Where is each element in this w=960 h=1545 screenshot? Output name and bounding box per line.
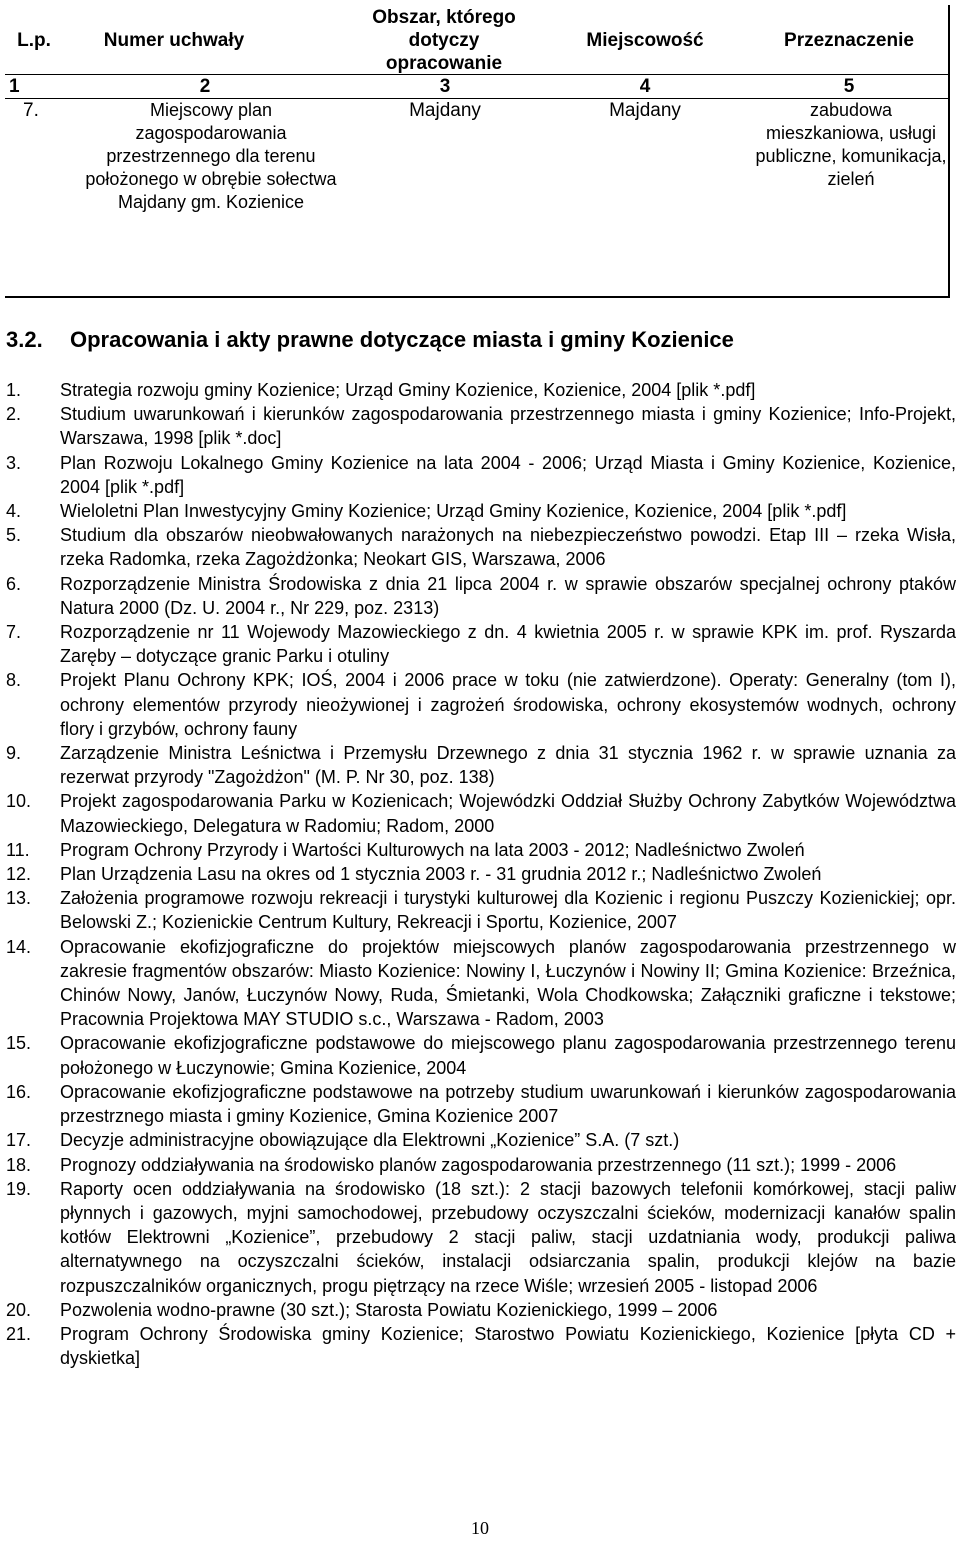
list-item-text: Plan Rozwoju Lokalnego Gminy Kozienice na lata 2004 - 2006; Urząd Miasta i Gminy Kozienice, Kozienice, 2004 [plik *.pdf]	[60, 452, 956, 497]
section-title: Opracowania i akty prawne dotyczące miasta i gminy Kozienice	[70, 327, 734, 352]
list-item-text: Program Ochrony Przyrody i Wartości Kulturowych na lata 2003 - 2012; Nadleśnictwo Zwoleń	[60, 839, 805, 860]
list-item	[6, 1031, 956, 1079]
plan-table	[5, 5, 950, 298]
list-item-text: Pozwolenia wodno-prawne (30 szt.); Starosta Powiatu Kozienickiego, 1999 – 2006	[60, 1299, 718, 1320]
list-item	[6, 935, 956, 1032]
list-item	[6, 499, 956, 523]
list-item-text: Strategia rozwoju gminy Kozienice; Urząd Gminy Kozienice, Kozienice, 2004 [plik *.pdf]	[60, 380, 756, 400]
row-obszar: Majdany	[409, 100, 481, 121]
row-lp: 7.	[23, 100, 39, 121]
list-item	[6, 451, 956, 499]
list-item-number: 2.	[6, 404, 22, 425]
col-number-5: 5	[843, 76, 855, 97]
list-item-text: Studium dla obszarów nieobwałowanych narażonych na niebezpieczeństwo powodzi. Etap III – rzeka Wisła, rzeka Radomka, rzeka Zagożdżonka; Neokart GIS, Warszawa, 2006	[60, 525, 956, 570]
list-item-text: Program Ochrony Środowiska gminy Kozienice; Starostwo Powiatu Kozienickiego, Kozienice [płyta CD + dyskietka]	[60, 1323, 956, 1369]
row-numer-uchwaly: Miejscowy plan zagospodarowania przestrzennego dla terenu położonego w obrębie sołectwa Majdany gm. Kozienice	[85, 100, 337, 212]
list-item-text: Decyzje administracyjne obowiązujące dla Elektrowni „Kozienice” S.A. (7 szt.)	[60, 1130, 680, 1151]
list-item-number: 4.	[6, 501, 22, 522]
list-item-number: 17.	[6, 1130, 32, 1151]
col-number-3: 3	[439, 76, 451, 97]
list-item-number: 12.	[6, 864, 32, 885]
col-number-4: 4	[639, 76, 651, 97]
col-number-1: 1	[9, 76, 20, 97]
list-item	[6, 668, 956, 741]
section-number: 3.2.	[6, 327, 43, 352]
list-item-number: 5.	[6, 525, 22, 546]
list-item	[6, 620, 956, 668]
list-item-text: Plan Urządzenia Lasu na okres od 1 stycznia 2003 r. - 31 grudnia 2012 r.; Nadleśnictwo Zwoleń	[60, 864, 822, 885]
list-item-text: Wieloletni Plan Inwestycyjny Gminy Kozienice; Urząd Gminy Kozienice, Kozienice, 2004 [plik *.pdf]	[60, 501, 847, 522]
list-item-number: 8.	[6, 670, 22, 691]
list-item-text: Prognozy oddziaływania na środowisko planów zagospodarowania przestrzennego (11 szt.); 1999 - 2006	[60, 1154, 897, 1175]
list-item-text: Zarządzenie Ministra Leśnictwa i Przemysłu Drzewnego z dnia 31 stycznia 1962 r. w sprawie uznania za rezerwat przyrody "Zagożdżon" (M. P. Nr 30, poz. 138)	[60, 743, 956, 788]
list-item-number: 9.	[6, 743, 22, 764]
list-item-text: Rozporządzenie nr 11 Wojewody Mazowieckiego z dn. 4 kwietnia 2005 r. w sprawie KPK im. prof. Ryszarda Zaręby – dotyczące granic Parku i otuliny	[60, 622, 956, 667]
list-item-number: 11.	[6, 839, 30, 860]
row-przeznaczenie: zabudowa mieszkaniowa, usługi publiczne, komunikacja, zieleń	[755, 100, 947, 189]
list-item-number: 20.	[6, 1299, 32, 1320]
list-item-number: 3.	[6, 452, 22, 473]
list-item	[6, 378, 956, 402]
list-item	[6, 886, 956, 934]
list-item	[6, 838, 956, 862]
header-przeznaczenie: Przeznaczenie	[784, 30, 914, 51]
header-numer-uchwaly: Numer uchwały	[103, 30, 245, 51]
list-item	[6, 741, 956, 789]
list-item	[6, 1080, 956, 1128]
list-item-text: Założenia programowe rozwoju rekreacji i turystyki kulturowej dla Kozienic i regionu Puszczy Kozienickiej; opr. Belowski Z.; Kozienickie Centrum Kultury, Rekreacji i Sportu, Kozienice, 2007	[60, 888, 956, 933]
list-item-text: Projekt zagospodarowania Parku w Kozienicach; Wojewódzki Oddział Służby Ochrony Zabytków Województwa Mazowieckiego, Delegatura w Radomiu; Radom, 2000	[60, 791, 956, 836]
list-item-number: 10.	[6, 791, 32, 812]
col-number-2: 2	[199, 76, 211, 97]
list-item	[6, 1128, 956, 1152]
list-item-text: Studium uwarunkowań i kierunków zagospodarowania przestrzennego miasta i gminy Kozienice; Info-Projekt, Warszawa, 1998 [plik *.doc]	[60, 404, 956, 449]
list-item	[6, 1322, 956, 1370]
header-miejscowosc: Miejscowość	[586, 30, 704, 51]
header-lp: L.p.	[17, 30, 51, 51]
list-item	[6, 862, 956, 886]
list-item-number: 19.	[6, 1178, 32, 1199]
document-list	[6, 378, 956, 1370]
list-item	[6, 402, 956, 450]
list-item-number: 14.	[6, 936, 32, 957]
list-item	[6, 523, 956, 571]
list-item-text: Opracowanie ekofizjograficzne podstawowe na potrzeby studium uwarunkowań i kierunków zagospodarowania przestrznego miasta i gminy Kozienice, Gmina Kozienice 2007	[60, 1081, 956, 1127]
section-heading	[6, 326, 734, 354]
list-item-number: 1.	[6, 380, 22, 400]
row-miejscowosc: Majdany	[609, 100, 681, 121]
list-item-text: Opracowanie ekofizjograficzne do projektów miejscowych planów zagospodarowania przestrzennego w zakresie fragmentów obszarów: Miasto Kozienice: Nowiny I, Łuczynów i Nowiny II; Gmina Kozienice: Brzeźnica, Chinów Nowy, Janów, Łuczynów Nowy, Ruda, Śmietanki, Wola Chodkowska; Załączniki graficzne i tekstowe; Pracownia Projektowa MAY STUDIO s.c., Warszawa - Radom, 2003	[60, 936, 956, 1030]
list-item-number: 13.	[6, 888, 32, 909]
list-item	[6, 789, 956, 837]
page-number: 10	[471, 1518, 489, 1538]
list-item-number: 6.	[6, 573, 22, 594]
list-item-text: Rozporządzenie Ministra Środowiska z dnia 21 lipca 2004 r. w sprawie obszarów specjalnej ochrony ptaków Natura 2000 (Dz. U. 2004 r., Nr 229, poz. 2313)	[60, 573, 956, 618]
list-item-number: 18.	[6, 1154, 32, 1175]
header-obszar: Obszar, którego dotyczy opracowanie	[372, 7, 516, 74]
list-item-text: Opracowanie ekofizjograficzne podstawowe do miejscowego planu zagospodarowania przestrzennego terenu położonego w Łuczynowie; Gmina Kozienice, 2004	[60, 1033, 956, 1078]
list-item-text: Projekt Planu Ochrony KPK; IOŚ, 2004 i 2006 prace w toku (nie zatwierdzone). Operaty: Generalny (tom I), ochrony elementów przyrody nieożywionej i zagrożeń środowiska, ochrony ekosystemów wodnych, ochrony flory i grzybów, ochrony fauny	[60, 670, 956, 739]
list-item-number: 7.	[6, 622, 22, 643]
list-item	[6, 1298, 956, 1322]
list-item	[6, 572, 956, 620]
list-item	[6, 1153, 956, 1177]
list-item-number: 21.	[6, 1323, 32, 1344]
list-item-number: 16.	[6, 1081, 32, 1102]
list-item	[6, 1177, 956, 1298]
list-item-text: Raporty ocen oddziaływania na środowisko (18 szt.): 2 stacji bazowych telefonii komórkowej, stacji paliw płynnych i gazowych, myjni samochodowej, przebudowy oczyszczalni ścieków, modernizacji kanałów spalin kotłów Elektrowni „Kozienice”, przebudowy 2 stacji paliw, stacji uzdatniania wody, produkcji paliwa alternatywnego na oczyszczalni ścieków, instalacji odsiarczania spalin, produkcji klejów na bazie rozpuszczalników organicznych, progu piętrzący na rzece Wiśle; wrzesień 2005 - listopad 2006	[60, 1178, 956, 1296]
list-item-number: 15.	[6, 1033, 32, 1054]
